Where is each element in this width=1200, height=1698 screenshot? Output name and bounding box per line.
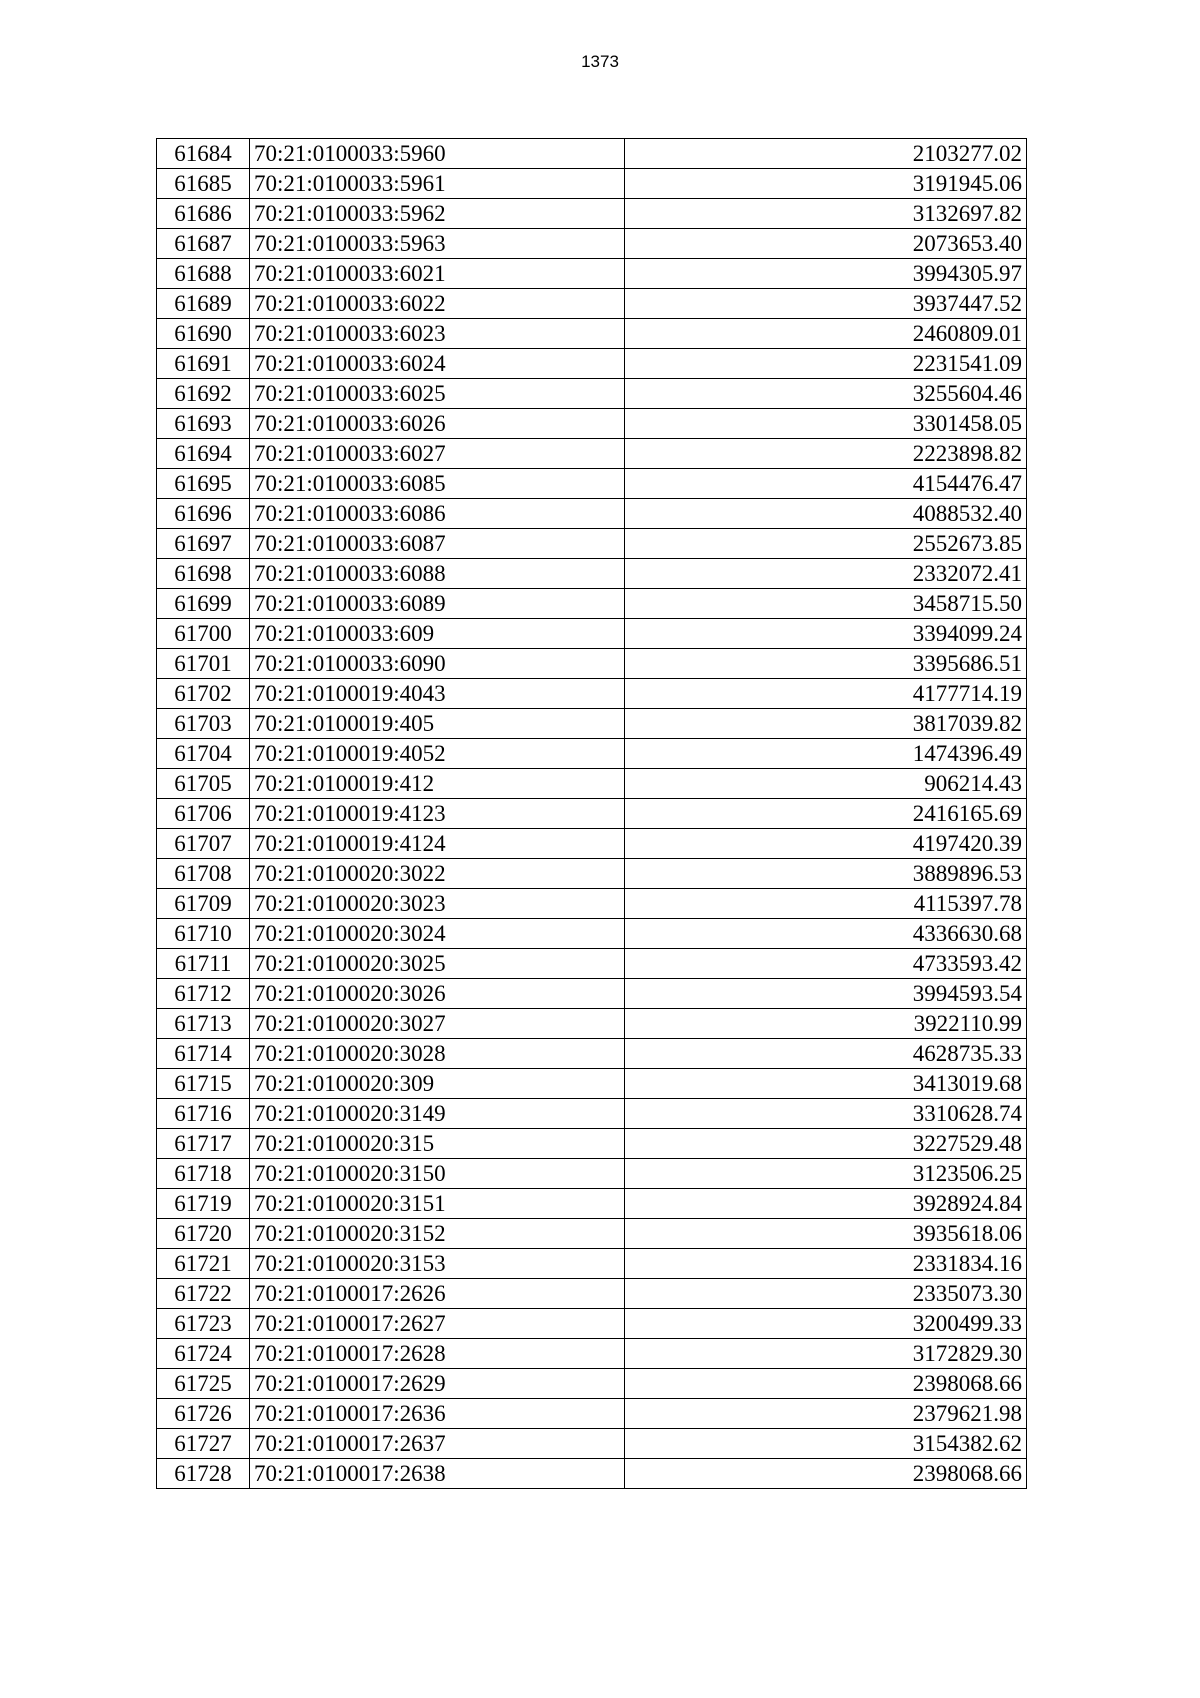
cadastral-value-cell: 2398068.66 bbox=[625, 1369, 1027, 1399]
table-row bbox=[157, 229, 1027, 259]
table-row bbox=[157, 1249, 1027, 1279]
table-row bbox=[157, 889, 1027, 919]
cadastral-number-cell: 70:21:0100033:6090 bbox=[250, 649, 625, 679]
row-number-cell: 61706 bbox=[157, 799, 250, 829]
cadastral-number-cell: 70:21:0100017:2627 bbox=[250, 1309, 625, 1339]
table-row bbox=[157, 1099, 1027, 1129]
table-row bbox=[157, 1279, 1027, 1309]
cadastral-value-cell: 4177714.19 bbox=[625, 679, 1027, 709]
table-row bbox=[157, 619, 1027, 649]
row-number-cell: 61727 bbox=[157, 1429, 250, 1459]
row-number-cell: 61701 bbox=[157, 649, 250, 679]
row-number-cell: 61717 bbox=[157, 1129, 250, 1159]
cadastral-number-cell: 70:21:0100017:2629 bbox=[250, 1369, 625, 1399]
row-number-cell: 61697 bbox=[157, 529, 250, 559]
table-row bbox=[157, 1339, 1027, 1369]
row-number-cell: 61728 bbox=[157, 1459, 250, 1489]
row-number-cell: 61684 bbox=[157, 139, 250, 169]
cadastral-value-cell: 3132697.82 bbox=[625, 199, 1027, 229]
row-number-cell: 61724 bbox=[157, 1339, 250, 1369]
cadastral-number-cell: 70:21:0100019:4043 bbox=[250, 679, 625, 709]
table-row bbox=[157, 139, 1027, 169]
cadastral-value-cell: 1474396.49 bbox=[625, 739, 1027, 769]
table-row bbox=[157, 439, 1027, 469]
cadastral-value-cell: 4733593.42 bbox=[625, 949, 1027, 979]
cadastral-value-cell: 3310628.74 bbox=[625, 1099, 1027, 1129]
table-row bbox=[157, 529, 1027, 559]
cadastral-number-cell: 70:21:0100020:3151 bbox=[250, 1189, 625, 1219]
cadastral-value-cell: 3937447.52 bbox=[625, 289, 1027, 319]
row-number-cell: 61700 bbox=[157, 619, 250, 649]
row-number-cell: 61685 bbox=[157, 169, 250, 199]
table-row bbox=[157, 769, 1027, 799]
cadastral-number-cell: 70:21:0100033:6026 bbox=[250, 409, 625, 439]
row-number-cell: 61709 bbox=[157, 889, 250, 919]
table-row bbox=[157, 259, 1027, 289]
cadastral-value-cell: 3154382.62 bbox=[625, 1429, 1027, 1459]
cadastral-number-cell: 70:21:0100033:6021 bbox=[250, 259, 625, 289]
row-number-cell: 61710 bbox=[157, 919, 250, 949]
row-number-cell: 61691 bbox=[157, 349, 250, 379]
table-row bbox=[157, 589, 1027, 619]
cadastral-value-cell: 2416165.69 bbox=[625, 799, 1027, 829]
cadastral-value-cell: 3394099.24 bbox=[625, 619, 1027, 649]
row-number-cell: 61692 bbox=[157, 379, 250, 409]
cadastral-number-cell: 70:21:0100033:6025 bbox=[250, 379, 625, 409]
table-body bbox=[157, 139, 1027, 1489]
table-row bbox=[157, 1009, 1027, 1039]
table-row bbox=[157, 859, 1027, 889]
cadastral-number-cell: 70:21:0100020:3024 bbox=[250, 919, 625, 949]
table-row bbox=[157, 799, 1027, 829]
cadastral-number-cell: 70:21:0100019:4124 bbox=[250, 829, 625, 859]
row-number-cell: 61693 bbox=[157, 409, 250, 439]
cadastral-number-cell: 70:21:0100020:3027 bbox=[250, 1009, 625, 1039]
cadastral-value-cell: 3227529.48 bbox=[625, 1129, 1027, 1159]
cadastral-value-cell: 4088532.40 bbox=[625, 499, 1027, 529]
cadastral-value-cell: 4197420.39 bbox=[625, 829, 1027, 859]
cadastral-number-cell: 70:21:0100033:609 bbox=[250, 619, 625, 649]
table-row bbox=[157, 379, 1027, 409]
cadastral-number-cell: 70:21:0100017:2636 bbox=[250, 1399, 625, 1429]
cadastral-value-cell: 4154476.47 bbox=[625, 469, 1027, 499]
cadastral-number-cell: 70:21:0100020:3150 bbox=[250, 1159, 625, 1189]
cadastral-value-cell: 4115397.78 bbox=[625, 889, 1027, 919]
cadastral-number-cell: 70:21:0100017:2626 bbox=[250, 1279, 625, 1309]
table-row bbox=[157, 709, 1027, 739]
table-row bbox=[157, 829, 1027, 859]
cadastral-value-cell: 3458715.50 bbox=[625, 589, 1027, 619]
cadastral-value-cell: 3994593.54 bbox=[625, 979, 1027, 1009]
cadastral-number-cell: 70:21:0100017:2628 bbox=[250, 1339, 625, 1369]
cadastral-number-cell: 70:21:0100017:2638 bbox=[250, 1459, 625, 1489]
row-number-cell: 61704 bbox=[157, 739, 250, 769]
table-row bbox=[157, 289, 1027, 319]
cadastral-number-cell: 70:21:0100033:6087 bbox=[250, 529, 625, 559]
row-number-cell: 61698 bbox=[157, 559, 250, 589]
table-row bbox=[157, 919, 1027, 949]
row-number-cell: 61718 bbox=[157, 1159, 250, 1189]
cadastral-number-cell: 70:21:0100020:3153 bbox=[250, 1249, 625, 1279]
table-row bbox=[157, 1159, 1027, 1189]
cadastral-number-cell: 70:21:0100020:3152 bbox=[250, 1219, 625, 1249]
cadastral-number-cell: 70:21:0100033:6027 bbox=[250, 439, 625, 469]
cadastral-number-cell: 70:21:0100033:6086 bbox=[250, 499, 625, 529]
row-number-cell: 61708 bbox=[157, 859, 250, 889]
table-row bbox=[157, 559, 1027, 589]
row-number-cell: 61714 bbox=[157, 1039, 250, 1069]
table-row bbox=[157, 199, 1027, 229]
cadastral-value-cell: 3395686.51 bbox=[625, 649, 1027, 679]
row-number-cell: 61695 bbox=[157, 469, 250, 499]
table-row bbox=[157, 1189, 1027, 1219]
table-row bbox=[157, 739, 1027, 769]
cadastral-number-cell: 70:21:0100020:3025 bbox=[250, 949, 625, 979]
cadastral-value-cell: 2331834.16 bbox=[625, 1249, 1027, 1279]
row-number-cell: 61688 bbox=[157, 259, 250, 289]
table-row bbox=[157, 409, 1027, 439]
table-row bbox=[157, 1309, 1027, 1339]
row-number-cell: 61722 bbox=[157, 1279, 250, 1309]
cadastral-value-cell: 2223898.82 bbox=[625, 439, 1027, 469]
row-number-cell: 61686 bbox=[157, 199, 250, 229]
cadastral-number-cell: 70:21:0100033:6088 bbox=[250, 559, 625, 589]
cadastral-value-cell: 2103277.02 bbox=[625, 139, 1027, 169]
table-row bbox=[157, 679, 1027, 709]
table-row bbox=[157, 949, 1027, 979]
cadastral-number-cell: 70:21:0100020:315 bbox=[250, 1129, 625, 1159]
cadastral-value-cell: 3889896.53 bbox=[625, 859, 1027, 889]
cadastral-value-cell: 3922110.99 bbox=[625, 1009, 1027, 1039]
cadastral-value-cell: 906214.43 bbox=[625, 769, 1027, 799]
row-number-cell: 61705 bbox=[157, 769, 250, 799]
cadastral-number-cell: 70:21:0100017:2637 bbox=[250, 1429, 625, 1459]
table-row bbox=[157, 169, 1027, 199]
row-number-cell: 61690 bbox=[157, 319, 250, 349]
cadastral-number-cell: 70:21:0100020:3149 bbox=[250, 1099, 625, 1129]
table-row bbox=[157, 1039, 1027, 1069]
cadastral-number-cell: 70:21:0100019:405 bbox=[250, 709, 625, 739]
cadastral-value-cell: 3191945.06 bbox=[625, 169, 1027, 199]
cadastral-number-cell: 70:21:0100033:5962 bbox=[250, 199, 625, 229]
cadastral-value-cell: 2552673.85 bbox=[625, 529, 1027, 559]
table-row bbox=[157, 1429, 1027, 1459]
table-row bbox=[157, 349, 1027, 379]
row-number-cell: 61696 bbox=[157, 499, 250, 529]
row-number-cell: 61707 bbox=[157, 829, 250, 859]
cadastral-value-cell: 2332072.41 bbox=[625, 559, 1027, 589]
cadastral-value-cell: 2335073.30 bbox=[625, 1279, 1027, 1309]
table-row bbox=[157, 469, 1027, 499]
cadastral-number-cell: 70:21:0100020:3022 bbox=[250, 859, 625, 889]
cadastral-value-cell: 3301458.05 bbox=[625, 409, 1027, 439]
table-row bbox=[157, 979, 1027, 1009]
row-number-cell: 61694 bbox=[157, 439, 250, 469]
row-number-cell: 61726 bbox=[157, 1399, 250, 1429]
cadastral-number-cell: 70:21:0100033:5961 bbox=[250, 169, 625, 199]
cadastral-value-cell: 3928924.84 bbox=[625, 1189, 1027, 1219]
row-number-cell: 61703 bbox=[157, 709, 250, 739]
cadastral-value-cell: 3413019.68 bbox=[625, 1069, 1027, 1099]
table-row bbox=[157, 1219, 1027, 1249]
cadastral-value-cell: 3172829.30 bbox=[625, 1339, 1027, 1369]
cadastral-value-cell: 3123506.25 bbox=[625, 1159, 1027, 1189]
table-row bbox=[157, 1369, 1027, 1399]
cadastral-value-cell: 2073653.40 bbox=[625, 229, 1027, 259]
cadastral-number-cell: 70:21:0100019:4123 bbox=[250, 799, 625, 829]
row-number-cell: 61725 bbox=[157, 1369, 250, 1399]
row-number-cell: 61712 bbox=[157, 979, 250, 1009]
cadastral-number-cell: 70:21:0100020:3023 bbox=[250, 889, 625, 919]
cadastral-value-table bbox=[156, 138, 1027, 1489]
row-number-cell: 61719 bbox=[157, 1189, 250, 1219]
cadastral-number-cell: 70:21:0100033:6089 bbox=[250, 589, 625, 619]
table-row bbox=[157, 1069, 1027, 1099]
cadastral-value-cell: 3817039.82 bbox=[625, 709, 1027, 739]
table-row bbox=[157, 1399, 1027, 1429]
cadastral-value-cell: 2231541.09 bbox=[625, 349, 1027, 379]
row-number-cell: 61713 bbox=[157, 1009, 250, 1039]
table-row bbox=[157, 1129, 1027, 1159]
cadastral-number-cell: 70:21:0100033:5960 bbox=[250, 139, 625, 169]
table-row bbox=[157, 649, 1027, 679]
cadastral-value-cell: 4336630.68 bbox=[625, 919, 1027, 949]
table-row bbox=[157, 499, 1027, 529]
cadastral-value-cell: 3935618.06 bbox=[625, 1219, 1027, 1249]
cadastral-number-cell: 70:21:0100033:5963 bbox=[250, 229, 625, 259]
table-row bbox=[157, 319, 1027, 349]
cadastral-value-cell: 2398068.66 bbox=[625, 1459, 1027, 1489]
row-number-cell: 61687 bbox=[157, 229, 250, 259]
cadastral-value-cell: 3255604.46 bbox=[625, 379, 1027, 409]
row-number-cell: 61723 bbox=[157, 1309, 250, 1339]
cadastral-number-cell: 70:21:0100033:6085 bbox=[250, 469, 625, 499]
cadastral-number-cell: 70:21:0100033:6022 bbox=[250, 289, 625, 319]
cadastral-number-cell: 70:21:0100020:3026 bbox=[250, 979, 625, 1009]
cadastral-number-cell: 70:21:0100019:4052 bbox=[250, 739, 625, 769]
cadastral-value-cell: 4628735.33 bbox=[625, 1039, 1027, 1069]
row-number-cell: 61715 bbox=[157, 1069, 250, 1099]
cadastral-number-cell: 70:21:0100033:6023 bbox=[250, 319, 625, 349]
cadastral-value-cell: 2379621.98 bbox=[625, 1399, 1027, 1429]
cadastral-value-cell: 3200499.33 bbox=[625, 1309, 1027, 1339]
row-number-cell: 61716 bbox=[157, 1099, 250, 1129]
cadastral-number-cell: 70:21:0100020:3028 bbox=[250, 1039, 625, 1069]
row-number-cell: 61721 bbox=[157, 1249, 250, 1279]
table-row bbox=[157, 1459, 1027, 1489]
cadastral-value-cell: 3994305.97 bbox=[625, 259, 1027, 289]
row-number-cell: 61699 bbox=[157, 589, 250, 619]
cadastral-number-cell: 70:21:0100033:6024 bbox=[250, 349, 625, 379]
cadastral-number-cell: 70:21:0100019:412 bbox=[250, 769, 625, 799]
row-number-cell: 61720 bbox=[157, 1219, 250, 1249]
row-number-cell: 61711 bbox=[157, 949, 250, 979]
cadastral-value-cell: 2460809.01 bbox=[625, 319, 1027, 349]
page-number: 1373 bbox=[581, 52, 619, 71]
row-number-cell: 61689 bbox=[157, 289, 250, 319]
row-number-cell: 61702 bbox=[157, 679, 250, 709]
cadastral-number-cell: 70:21:0100020:309 bbox=[250, 1069, 625, 1099]
